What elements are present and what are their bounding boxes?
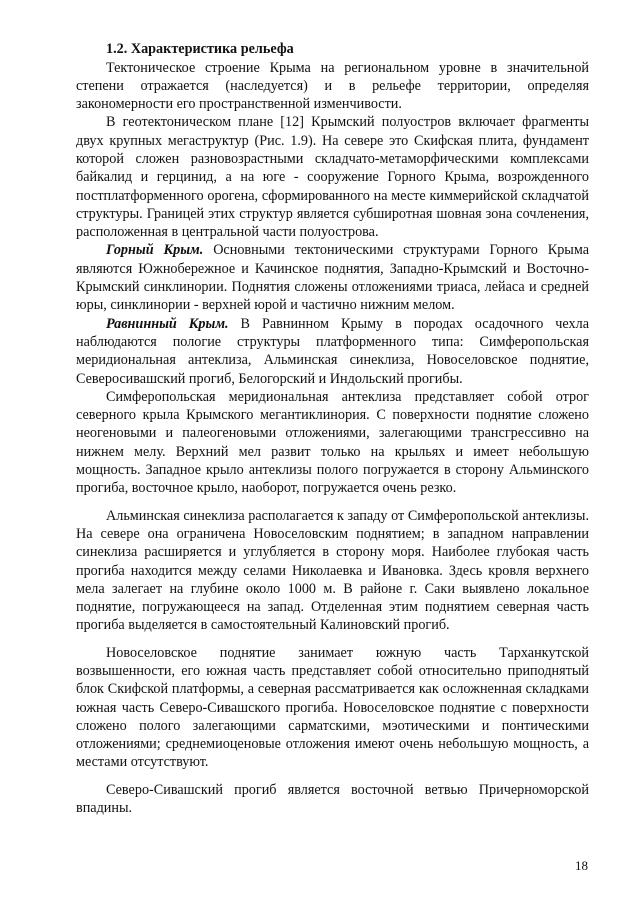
paragraph-novoselovskoe-uplift: Новоселовское поднятие занимает южную часть Тарханкутской возвышенности, его южная часть представляет собой относительно приподнятый блок Скифской платформы, а северная рассматривается как осложненная складками южная часть Северо-Сивашского прогиба. Новоселовское поднятие с поверхности сложено полого залегающими сарматскими, мэотическими и понтическими отложениями; среднемиоценовые отложения имеют очень небольшую мощность, а местами отсутствуют. <box>76 644 589 771</box>
paragraph-alma-syneclise: Альминская синеклиза располагается к западу от Симферопольской антеклизы. На севере она ограничена Новоселовским поднятием; в западном направлении синеклиза расширяется и углубляется в сторону моря. Наиболее глубокая часть прогиба находится между селами Николаевка и Ивановка. Здесь кровля верхнего мела залегает на глубине около 1000 м. В районе г. Саки выявлено локальное поднятие, погружающееся на запад. Отделенная этим поднятием северная часть прогиба выделяется в самостоятельный Калиновский прогиб. <box>76 507 589 634</box>
page-number: 18 <box>575 858 588 873</box>
lead-mountain-crimea: Горный Крым. <box>106 242 204 259</box>
lead-plain-crimea: Равнинный Крым. <box>106 315 229 332</box>
paragraph-north-sivash-trough: Северо-Сивашский прогиб является восточной ветвью Причерноморской впадины. <box>76 781 589 817</box>
paragraph-mountain-crimea <box>76 241 589 314</box>
paragraph-geotectonic: В геотектоническом плане [12] Крымский полуостров включает фрагменты двух крупных мегаструктур (Рис. 1.9). На севере это Скифская плита, фундамент которой сложен разновозрастными складчато-метаморфическими комплексами байкалид и герцинид, а на юге - сооружение Горного Крыма, возрожденного постплатформенного орогена, сформированного на месте киммерийской складчатой структуры. Границей этих структур является субширотная шовная зона сочленения, расположенная в центральной части полуострова. <box>76 114 589 241</box>
section-heading: 1.2. Характеристика рельефа <box>106 41 294 57</box>
paragraph-simferopol-anteclise: Симферопольская меридиональная антеклиза представляет собой отрог северного крыла Крымского мегантиклинория. С поверхности поднятие сложено неогеновыми и палеогеновыми отложениями, залегающими трансгрессивно на нижнем мелу. Верхний мел развит только на крыльях и имеет небольшую мощность. Западное крыло антеклизы полого погружается в сторону Альминского прогиба, восточное крыло, наоборот, погружается очень резко. <box>76 388 589 497</box>
paragraph-mountain-crimea-text: Основными тектоническими структурами Горного Крыма являются Южнобережное и Качинское поднятия, Западно-Крымский и Восточно-Крымский синклинории. Поднятия сложены отложениями триаса, лейаса и средней юры, синклинории - верхней юрой и частично нижним мелом. <box>76 242 589 314</box>
paragraph-plain-crimea-text: В Равнинном Крыму в породах осадочного чехла наблюдаются пологие структуры платформенного типа: Симферопольская меридиональная антеклиза, Альминская синеклиза, Новоселовское поднятие, Северосивашский прогиб, Белогорский и Индольский прогибы. <box>76 315 589 387</box>
document-page <box>76 40 589 817</box>
paragraph-intro: Тектоническое строение Крыма на региональном уровне в значительной степени отражается (наследуется) и в рельефе территории, определяя закономерности его пространственной изменчивости. <box>76 59 589 113</box>
paragraph-plain-crimea <box>76 315 589 388</box>
